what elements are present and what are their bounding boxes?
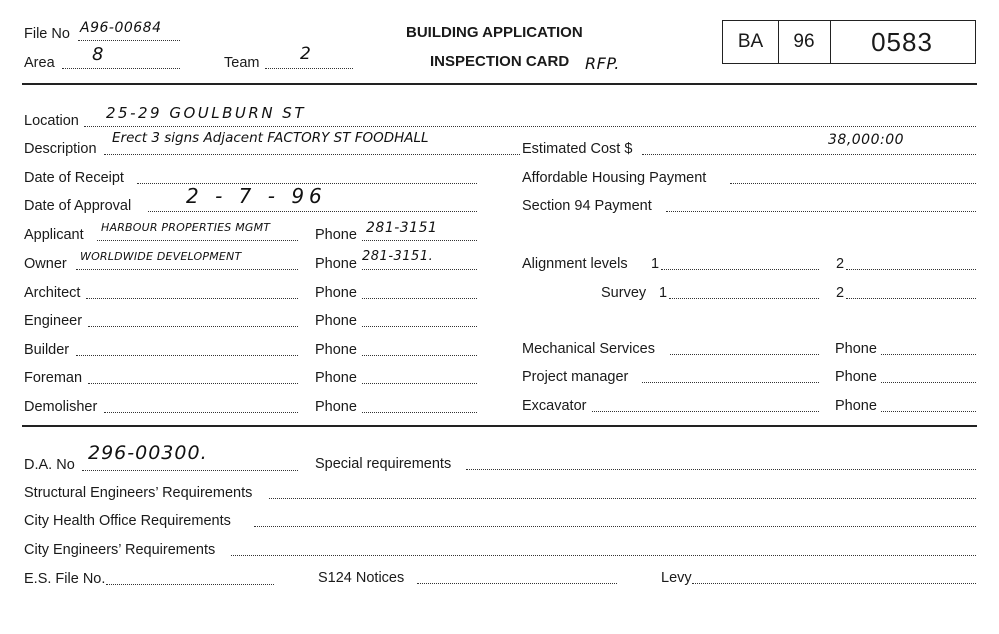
- foreman-phone-line: [362, 383, 477, 384]
- architect-label: Architect: [24, 285, 81, 301]
- description-line: [104, 154, 520, 155]
- applicant-line: [97, 240, 298, 241]
- engineer-phone-label: Phone: [315, 313, 357, 329]
- levy-label: Levy: [661, 570, 692, 586]
- special-requirements-label: Special requirements: [315, 456, 452, 472]
- s124-notices-label: S124 Notices: [318, 570, 405, 586]
- section-94-line: [666, 211, 976, 212]
- file-no-value: A96-00684: [80, 20, 162, 36]
- alignment-levels-2-label: 2: [836, 256, 845, 272]
- structural-engineers-label: Structural Engineers’ Requirements: [24, 485, 253, 501]
- survey-1-label: 1: [659, 285, 668, 301]
- date-of-approval-line: [148, 211, 477, 212]
- levy-line: [692, 583, 976, 584]
- structural-engineers-line: [269, 498, 976, 499]
- affordable-housing-line: [730, 183, 976, 184]
- builder-label: Builder: [24, 342, 70, 358]
- title-line-2: INSPECTION CARD: [430, 53, 570, 70]
- builder-line: [76, 355, 298, 356]
- applicant-phone-label: Phone: [315, 227, 357, 243]
- owner-phone-line: [362, 269, 477, 270]
- date-of-approval-value: 2 - 7 - 96: [186, 184, 327, 208]
- section-94-label: Section 94 Payment: [522, 198, 652, 214]
- architect-phone-line: [362, 298, 477, 299]
- foreman-label: Foreman: [24, 370, 83, 386]
- foreman-line: [88, 383, 298, 384]
- estimated-cost-line: [642, 154, 976, 155]
- team-value: 2: [300, 44, 312, 64]
- mechanical-phone-label: Phone: [835, 341, 877, 357]
- area-label: Area: [24, 55, 55, 71]
- demolisher-phone-label: Phone: [315, 399, 357, 415]
- location-value: 25-29 GOULBURN ST: [106, 104, 306, 122]
- da-no-label: D.A. No: [24, 457, 75, 473]
- mechanical-services-line: [670, 354, 819, 355]
- survey-label: Survey: [601, 285, 647, 301]
- city-engineers-line: [231, 555, 976, 556]
- date-of-receipt-label: Date of Receipt: [24, 170, 124, 186]
- estimated-cost-value: 38,000:00: [828, 132, 905, 148]
- mechanical-phone-line: [881, 354, 976, 355]
- applicant-value: HARBOUR PROPERTIES MGMT: [101, 221, 271, 234]
- engineer-label: Engineer: [24, 313, 83, 329]
- excavator-phone-label: Phone: [835, 398, 877, 414]
- city-health-line: [254, 526, 976, 527]
- project-manager-line: [642, 382, 819, 383]
- alignment-levels-1-line: [661, 269, 819, 270]
- foreman-phone-label: Phone: [315, 370, 357, 386]
- alignment-levels-label: Alignment levels: [522, 256, 628, 272]
- ref-prefix: BA: [737, 31, 764, 52]
- architect-line: [86, 298, 298, 299]
- excavator-label: Excavator: [522, 398, 587, 414]
- builder-phone-line: [362, 355, 477, 356]
- location-label: Location: [24, 113, 79, 129]
- city-health-label: City Health Office Requirements: [24, 513, 231, 529]
- owner-phone-label: Phone: [315, 256, 357, 272]
- ref-box: [722, 20, 976, 64]
- file-no-label: File No: [24, 26, 70, 42]
- affordable-housing-label: Affordable Housing Payment: [522, 170, 707, 186]
- city-engineers-label: City Engineers’ Requirements: [24, 542, 216, 558]
- ref-number: 0583: [871, 26, 933, 57]
- title-note: RFP.: [585, 54, 620, 73]
- s124-notices-line: [417, 583, 617, 584]
- project-manager-phone-label: Phone: [835, 369, 877, 385]
- team-line: [265, 68, 353, 69]
- engineer-line: [88, 326, 298, 327]
- area-value: 8: [92, 44, 104, 65]
- engineer-phone-line: [362, 326, 477, 327]
- title-line-1: BUILDING APPLICATION: [406, 24, 583, 41]
- date-of-approval-label: Date of Approval: [24, 198, 132, 214]
- rule-middle: [22, 425, 977, 427]
- team-label: Team: [224, 55, 260, 71]
- survey-1-line: [669, 298, 819, 299]
- applicant-phone-value: 281-3151: [366, 220, 438, 236]
- survey-2-line: [846, 298, 976, 299]
- demolisher-line: [104, 412, 298, 413]
- survey-2-label: 2: [836, 285, 845, 301]
- location-line: [84, 126, 976, 127]
- demolisher-label: Demolisher: [24, 399, 98, 415]
- mechanical-services-label: Mechanical Services: [522, 341, 655, 357]
- applicant-phone-line: [362, 240, 477, 241]
- da-no-value: 296-00300.: [88, 442, 208, 464]
- area-line: [62, 68, 180, 69]
- es-file-no-line: [106, 584, 274, 585]
- excavator-line: [592, 411, 819, 412]
- project-manager-label: Project manager: [522, 369, 629, 385]
- alignment-levels-1-label: 1: [651, 256, 660, 272]
- description-label: Description: [24, 141, 97, 157]
- owner-value: WORLDWIDE DEVELOPMENT: [80, 250, 242, 263]
- alignment-levels-2-line: [846, 269, 976, 270]
- ref-year: 96: [793, 31, 815, 52]
- da-no-line: [82, 470, 298, 471]
- excavator-phone-line: [881, 411, 976, 412]
- applicant-label: Applicant: [24, 227, 84, 243]
- description-value: Erect 3 signs Adjacent FACTORY ST FOODHALL: [112, 130, 429, 146]
- special-requirements-line: [466, 469, 976, 470]
- es-file-no-label: E.S. File No.: [24, 571, 106, 587]
- builder-phone-label: Phone: [315, 342, 357, 358]
- owner-label: Owner: [24, 256, 67, 272]
- owner-phone-value: 281-3151.: [362, 249, 434, 264]
- rule-top: [22, 83, 977, 85]
- file-no-line: [78, 40, 180, 41]
- demolisher-phone-line: [362, 412, 477, 413]
- owner-line: [76, 269, 298, 270]
- estimated-cost-label: Estimated Cost $: [522, 141, 633, 157]
- project-manager-phone-line: [881, 382, 976, 383]
- architect-phone-label: Phone: [315, 285, 357, 301]
